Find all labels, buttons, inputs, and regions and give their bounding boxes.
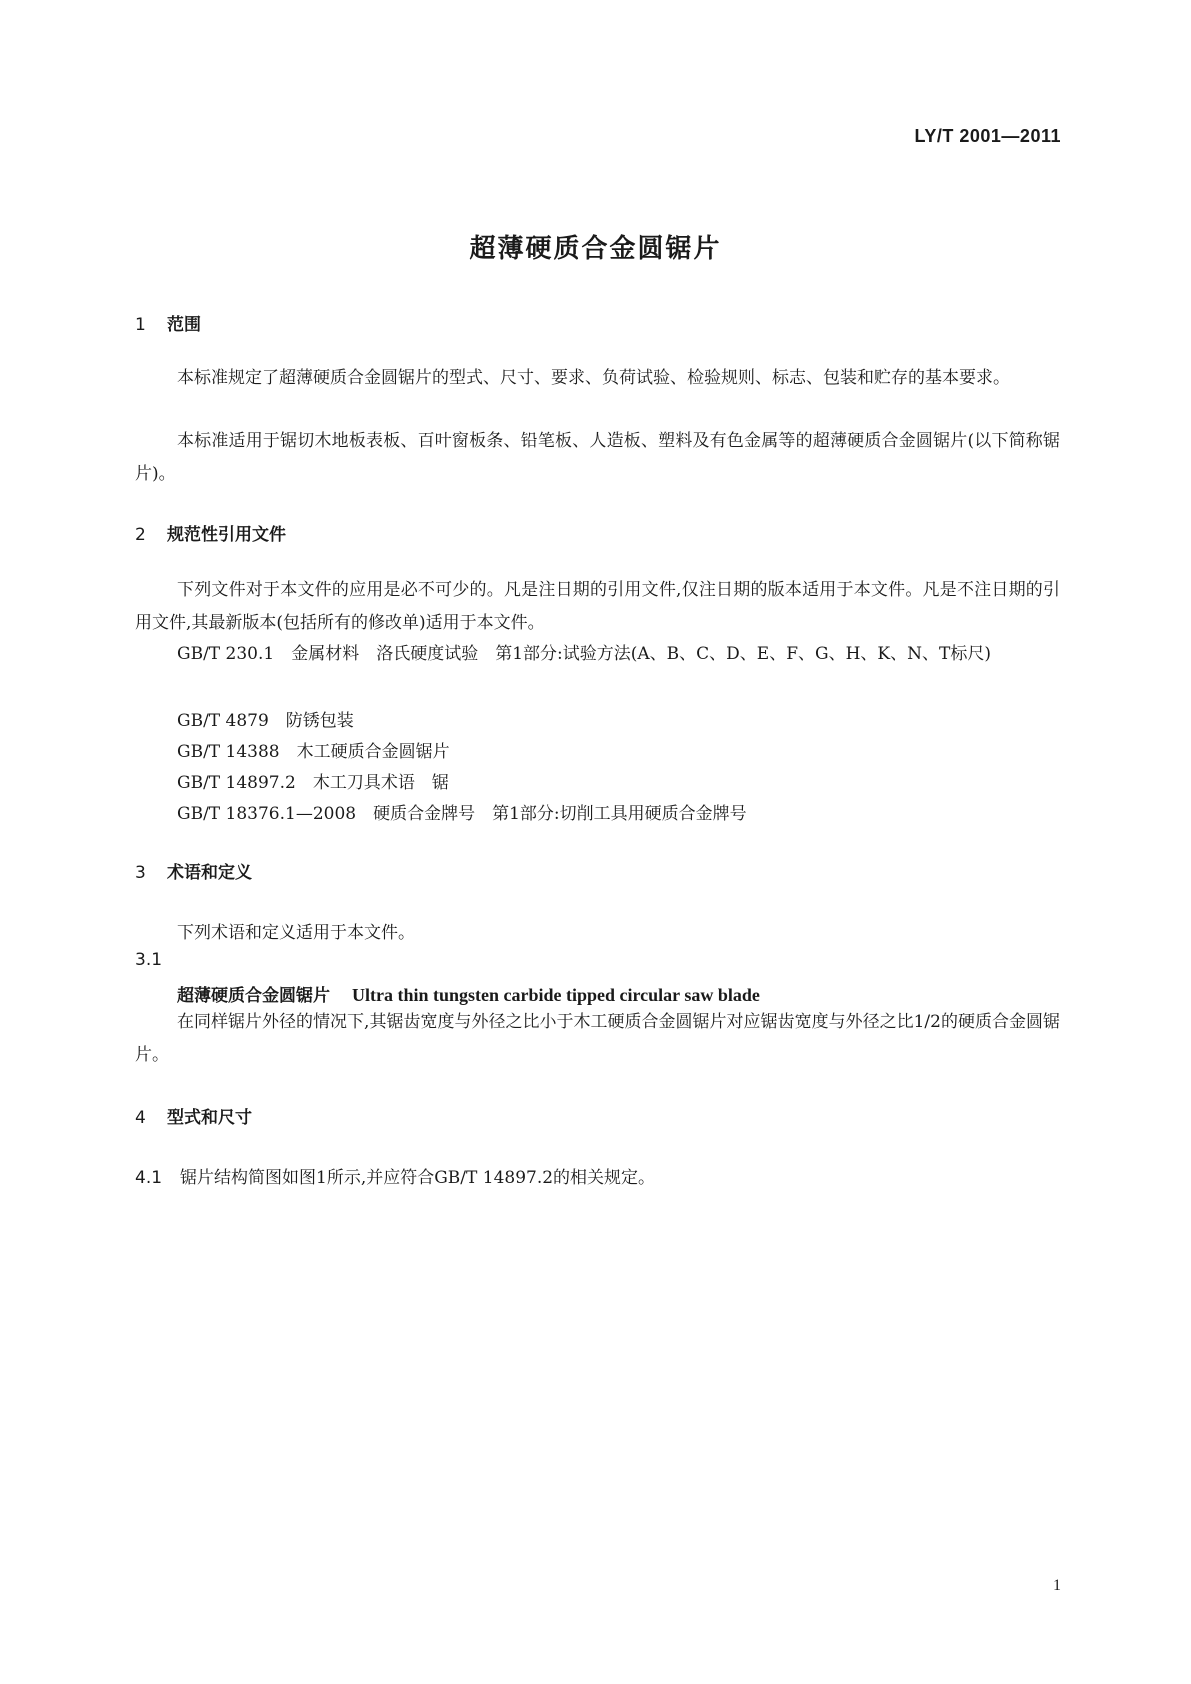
section-title: 术语和定义 [167,863,252,883]
normative-reference: GB/T 4879 防锈包装 [177,711,354,731]
document-title: 超薄硬质合金圆锯片 [469,234,722,264]
section-title: 范围 [167,315,201,335]
term-english: Ultra thin tungsten carbide tipped circular saw blade [352,985,760,1005]
section-1-heading [135,310,201,335]
term-entry [177,981,760,1006]
subsection-number: 4.1 [135,1168,163,1188]
term-number: 3.1 [135,950,163,970]
section-3-heading [135,858,252,883]
section-number: 4 [135,1108,146,1128]
section-1-paragraph-2: 本标准适用于锯切木地板表板、百叶窗板条、铅笔板、人造板、塑料及有色金属等的超薄硬质合金圆锯片(以下简称锯片)。 [135,431,1060,484]
section-3-paragraph-1: 下列术语和定义适用于本文件。 [177,923,415,943]
section-number: 3 [135,863,146,883]
normative-reference: GB/T 18376.1—2008 硬质合金牌号 第1部分:切削工具用硬质合金牌号 [177,804,747,824]
page-number: 1 [1053,1577,1061,1594]
subsection-text: 锯片结构简图如图1所示,并应符合GB/T 14897.2的相关规定。 [180,1168,656,1188]
section-4-heading [135,1103,252,1128]
standard-code: LY/T 2001—2011 [914,126,1061,146]
term-chinese: 超薄硬质合金圆锯片 [177,986,330,1006]
section-2-heading [135,520,286,545]
section-title: 型式和尺寸 [167,1108,252,1128]
section-1-paragraph-1: 本标准规定了超薄硬质合金圆锯片的型式、尺寸、要求、负荷试验、检验规则、标志、包装和贮存的基本要求。 [177,368,1010,388]
subsection-4-1 [135,1163,655,1188]
normative-reference: GB/T 230.1 金属材料 洛氏硬度试验 第1部分:试验方法(A、B、C、D、E、F、G、H、K、N、T标尺) [177,644,991,664]
section-2-paragraph-1: 下列文件对于本文件的应用是必不可少的。凡是注日期的引用文件,仅注日期的版本适用于本文件。凡是不注日期的引用文件,其最新版本(包括所有的修改单)适用于本文件。 [135,580,1060,633]
normative-reference: GB/T 14388 木工硬质合金圆锯片 [177,742,450,762]
section-title: 规范性引用文件 [167,525,286,545]
term-definition: 在同样锯片外径的情况下,其锯齿宽度与外径之比小于木工硬质合金圆锯片对应锯齿宽度与外径之比1/2的硬质合金圆锯片。 [135,1012,1060,1065]
normative-reference: GB/T 14897.2 木工刀具术语 锯 [177,773,449,793]
section-number: 2 [135,525,146,545]
section-number: 1 [135,315,146,335]
